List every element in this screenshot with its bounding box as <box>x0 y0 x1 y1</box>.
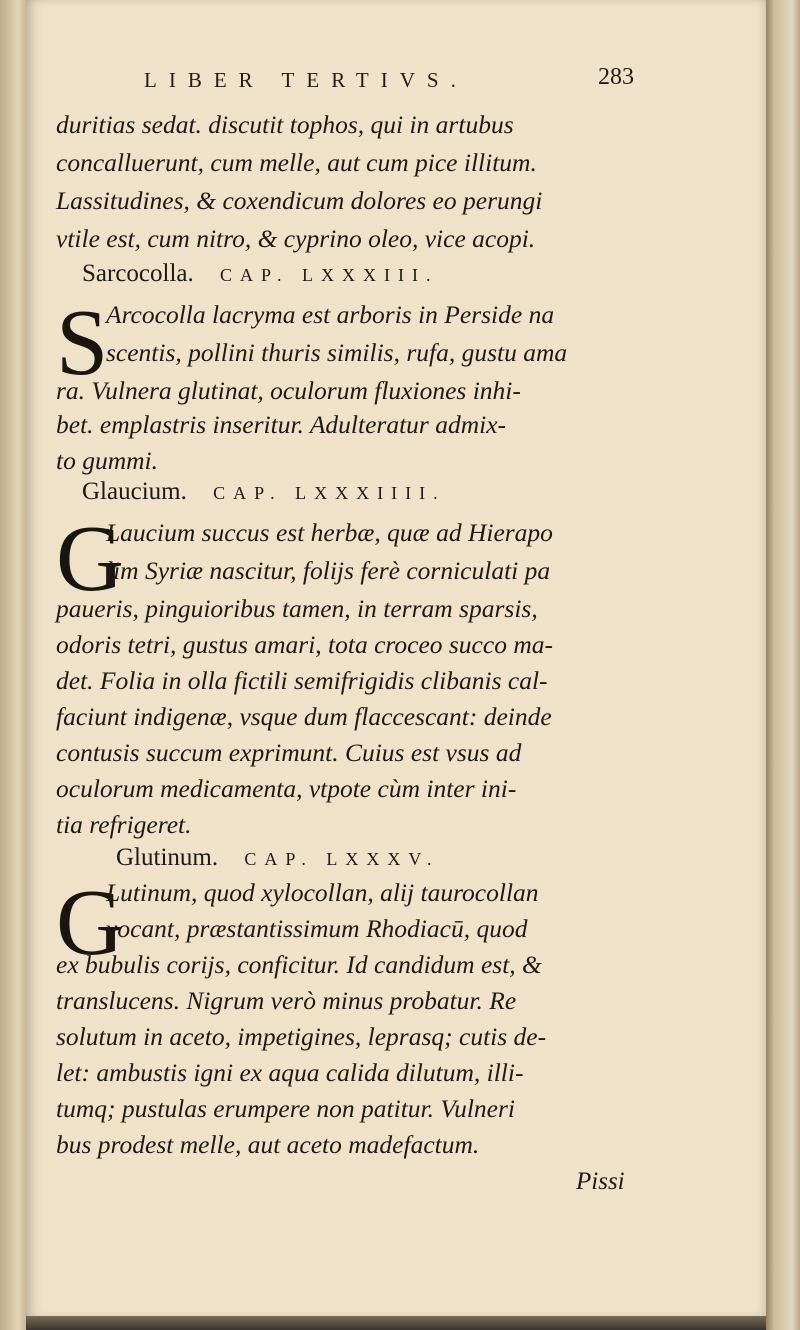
chapter-number: CAP. LXXXIIII. <box>213 483 446 503</box>
drop-capital: G <box>56 507 124 611</box>
text-line: contusis succum exprimunt. Cuius est vsus ad <box>56 738 522 767</box>
text-line: faciunt indigenæ, vsque dum flaccescant: deinde <box>56 702 552 731</box>
chapter-title: Sarcocolla. <box>82 260 194 287</box>
text-line: Arcocolla lacryma est arboris in Perside na <box>106 300 555 329</box>
chapter-number: CAP. LXXXIII. <box>220 265 439 285</box>
facing-page-edge <box>0 0 26 1330</box>
text-line: vtile est, cum nitro, & cyprino oleo, vice acopi. <box>56 224 536 253</box>
chapter-number: CAP. LXXXV. <box>244 849 440 869</box>
text-line: odoris tetri, gustus amari, tota croceo succo ma- <box>56 630 553 659</box>
chapter-title: Glutinum. <box>116 844 219 871</box>
chapter-heading <box>116 844 440 872</box>
page-header <box>26 64 766 104</box>
text-line: solutum in aceto, impetigines, leprasq; cutis de- <box>56 1022 547 1051</box>
page-bottom-shadow <box>26 1316 766 1330</box>
chapter-title: Glaucium. <box>82 478 187 505</box>
text-line: duritias sedat. discutit tophos, qui in artubus <box>56 110 514 139</box>
text-line: bus prodest melle, aut aceto madefactum. <box>56 1130 480 1159</box>
book-page <box>26 0 766 1318</box>
text-line: ra. Vulnera glutinat, oculorum fluxiones inhi- <box>56 376 521 405</box>
text-line: let: ambustis igni ex aqua calida dilutum, illi- <box>56 1058 524 1087</box>
text-line: tia refrigeret. <box>56 810 192 839</box>
page-number: 283 <box>598 64 634 90</box>
text-line: to gummi. <box>56 446 158 475</box>
text-line: scentis, pollini thuris similis, rufa, gustu ama <box>106 338 568 367</box>
text-line: lim Syriæ nascitur, folijs ferè corniculati pa <box>106 556 551 585</box>
catchword: Pissi <box>576 1168 625 1195</box>
text-line: vocant, præstantissimum Rhodiacū, quod <box>106 914 528 943</box>
chapter-heading <box>82 260 439 288</box>
drop-capital: S <box>56 291 109 395</box>
text-line: det. Folia in olla fictili semifrigidis clibanis cal- <box>56 666 548 695</box>
text-line: oculorum medicamenta, vtpote cùm inter ini- <box>56 774 517 803</box>
text-line: bet. emplastris inseritur. Adulteratur admix- <box>56 410 507 439</box>
text-line: tumq; pustulas erumpere non patitur. Vulneri <box>56 1094 515 1123</box>
text-line: Laucium succus est herbæ, quæ ad Hierapo <box>106 518 553 547</box>
text-line: Lutinum, quod xylocollan, alij taurocollan <box>106 878 539 907</box>
running-head: LIBER TERTIVS. <box>144 68 468 92</box>
text-line: ex bubulis corijs, conficitur. Id candidum est, & <box>56 950 542 979</box>
text-line: paueris, pinguioribus tamen, in terram sparsis, <box>56 594 538 623</box>
book-fore-edge <box>760 0 800 1330</box>
text-line: Lassitudines, & coxendicum dolores eo perungi <box>56 186 543 215</box>
chapter-heading <box>82 478 446 506</box>
text-line: translucens. Nigrum verò minus probatur. Re <box>56 986 517 1015</box>
drop-capital: G <box>56 871 124 975</box>
text-line: concalluerunt, cum melle, aut cum pice illitum. <box>56 148 537 177</box>
